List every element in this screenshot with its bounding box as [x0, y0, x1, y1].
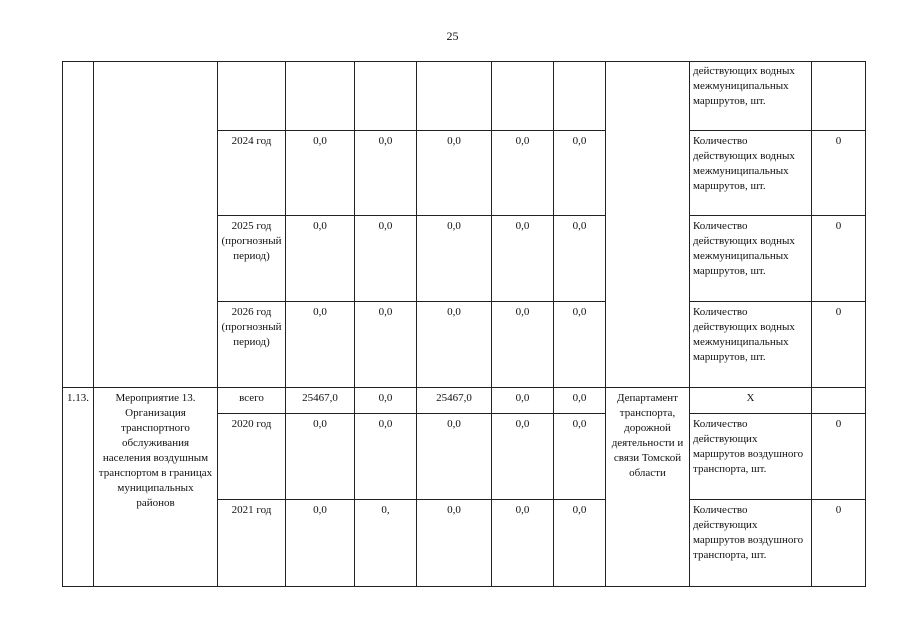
value-cell: [554, 62, 606, 131]
page-number: 25: [446, 29, 459, 43]
value-cell: 0,0: [554, 216, 606, 302]
value-cell: 25467,0: [286, 388, 355, 414]
indicator-cell: Количество действующих водных межмуниципальных маршрутов, шт.: [690, 131, 812, 216]
measure-cell: Мероприятие 13. Организация транспортного обслуживания населения воздушным транспортом в границах муниципальных районов: [94, 388, 218, 587]
executor-cell: Департамент транспорта, дорожной деятельности и связи Томской области: [606, 388, 690, 587]
target-cell: 0: [812, 131, 866, 216]
value-cell: 0,0: [554, 414, 606, 500]
target-cell: 0: [812, 302, 866, 388]
number-cell: [63, 62, 94, 388]
value-cell: 0,0: [286, 302, 355, 388]
value-cell: 0,0: [286, 500, 355, 587]
value-cell: 0,0: [554, 302, 606, 388]
value-cell: 0,0: [355, 302, 417, 388]
year-cell: 2024 год: [218, 131, 286, 216]
year-cell: 2026 год (прогнозный период): [218, 302, 286, 388]
value-cell: 0,0: [554, 500, 606, 587]
value-cell: 0,0: [286, 414, 355, 500]
target-cell: 0: [812, 414, 866, 500]
value-cell: 0,0: [492, 216, 554, 302]
value-cell: [355, 62, 417, 131]
value-cell: 0,0: [417, 216, 492, 302]
indicator-cell: Количество действующих водных межмуниципальных маршрутов, шт.: [690, 302, 812, 388]
table-row: [63, 388, 866, 414]
measure-cell: [94, 62, 218, 388]
indicator-cell: действующих водных межмуниципальных маршрутов, шт.: [690, 62, 812, 131]
value-cell: 0,0: [355, 216, 417, 302]
value-cell: [492, 62, 554, 131]
target-cell: 0: [812, 216, 866, 302]
value-cell: 25467,0: [417, 388, 492, 414]
value-cell: 0,0: [492, 414, 554, 500]
year-cell: 2025 год (прогнозный период): [218, 216, 286, 302]
indicator-cell: Количество действующих водных межмуниципальных маршрутов, шт.: [690, 216, 812, 302]
table-row: [63, 62, 866, 131]
value-cell: 0,0: [417, 302, 492, 388]
value-cell: 0,0: [492, 500, 554, 587]
value-cell: 0,0: [417, 131, 492, 216]
value-cell: 0,0: [417, 500, 492, 587]
value-cell: 0,0: [492, 131, 554, 216]
value-cell: 0,0: [417, 414, 492, 500]
year-cell: всего: [218, 388, 286, 414]
value-cell: 0,0: [554, 131, 606, 216]
value-cell: [286, 62, 355, 131]
year-cell: 2021 год: [218, 500, 286, 587]
value-cell: 0,0: [286, 131, 355, 216]
value-cell: 0,: [355, 500, 417, 587]
target-cell: [812, 388, 866, 414]
value-cell: [417, 62, 492, 131]
target-cell: [812, 62, 866, 131]
value-cell: 0,0: [492, 388, 554, 414]
value-cell: 0,0: [355, 414, 417, 500]
value-cell: 0,0: [554, 388, 606, 414]
indicator-cell: Количество действующих маршрутов воздушного транспорта, шт.: [690, 500, 812, 587]
executor-cell: [606, 62, 690, 388]
value-cell: 0,0: [355, 131, 417, 216]
target-cell: 0: [812, 500, 866, 587]
indicator-cell: Х: [690, 388, 812, 414]
year-cell: [218, 62, 286, 131]
indicator-cell: Количество действующих маршрутов воздушного транспорта, шт.: [690, 414, 812, 500]
value-cell: 0,0: [492, 302, 554, 388]
year-cell: 2020 год: [218, 414, 286, 500]
value-cell: 0,0: [286, 216, 355, 302]
number-cell: 1.13.: [63, 388, 94, 587]
value-cell: 0,0: [355, 388, 417, 414]
program-table: [62, 61, 866, 587]
